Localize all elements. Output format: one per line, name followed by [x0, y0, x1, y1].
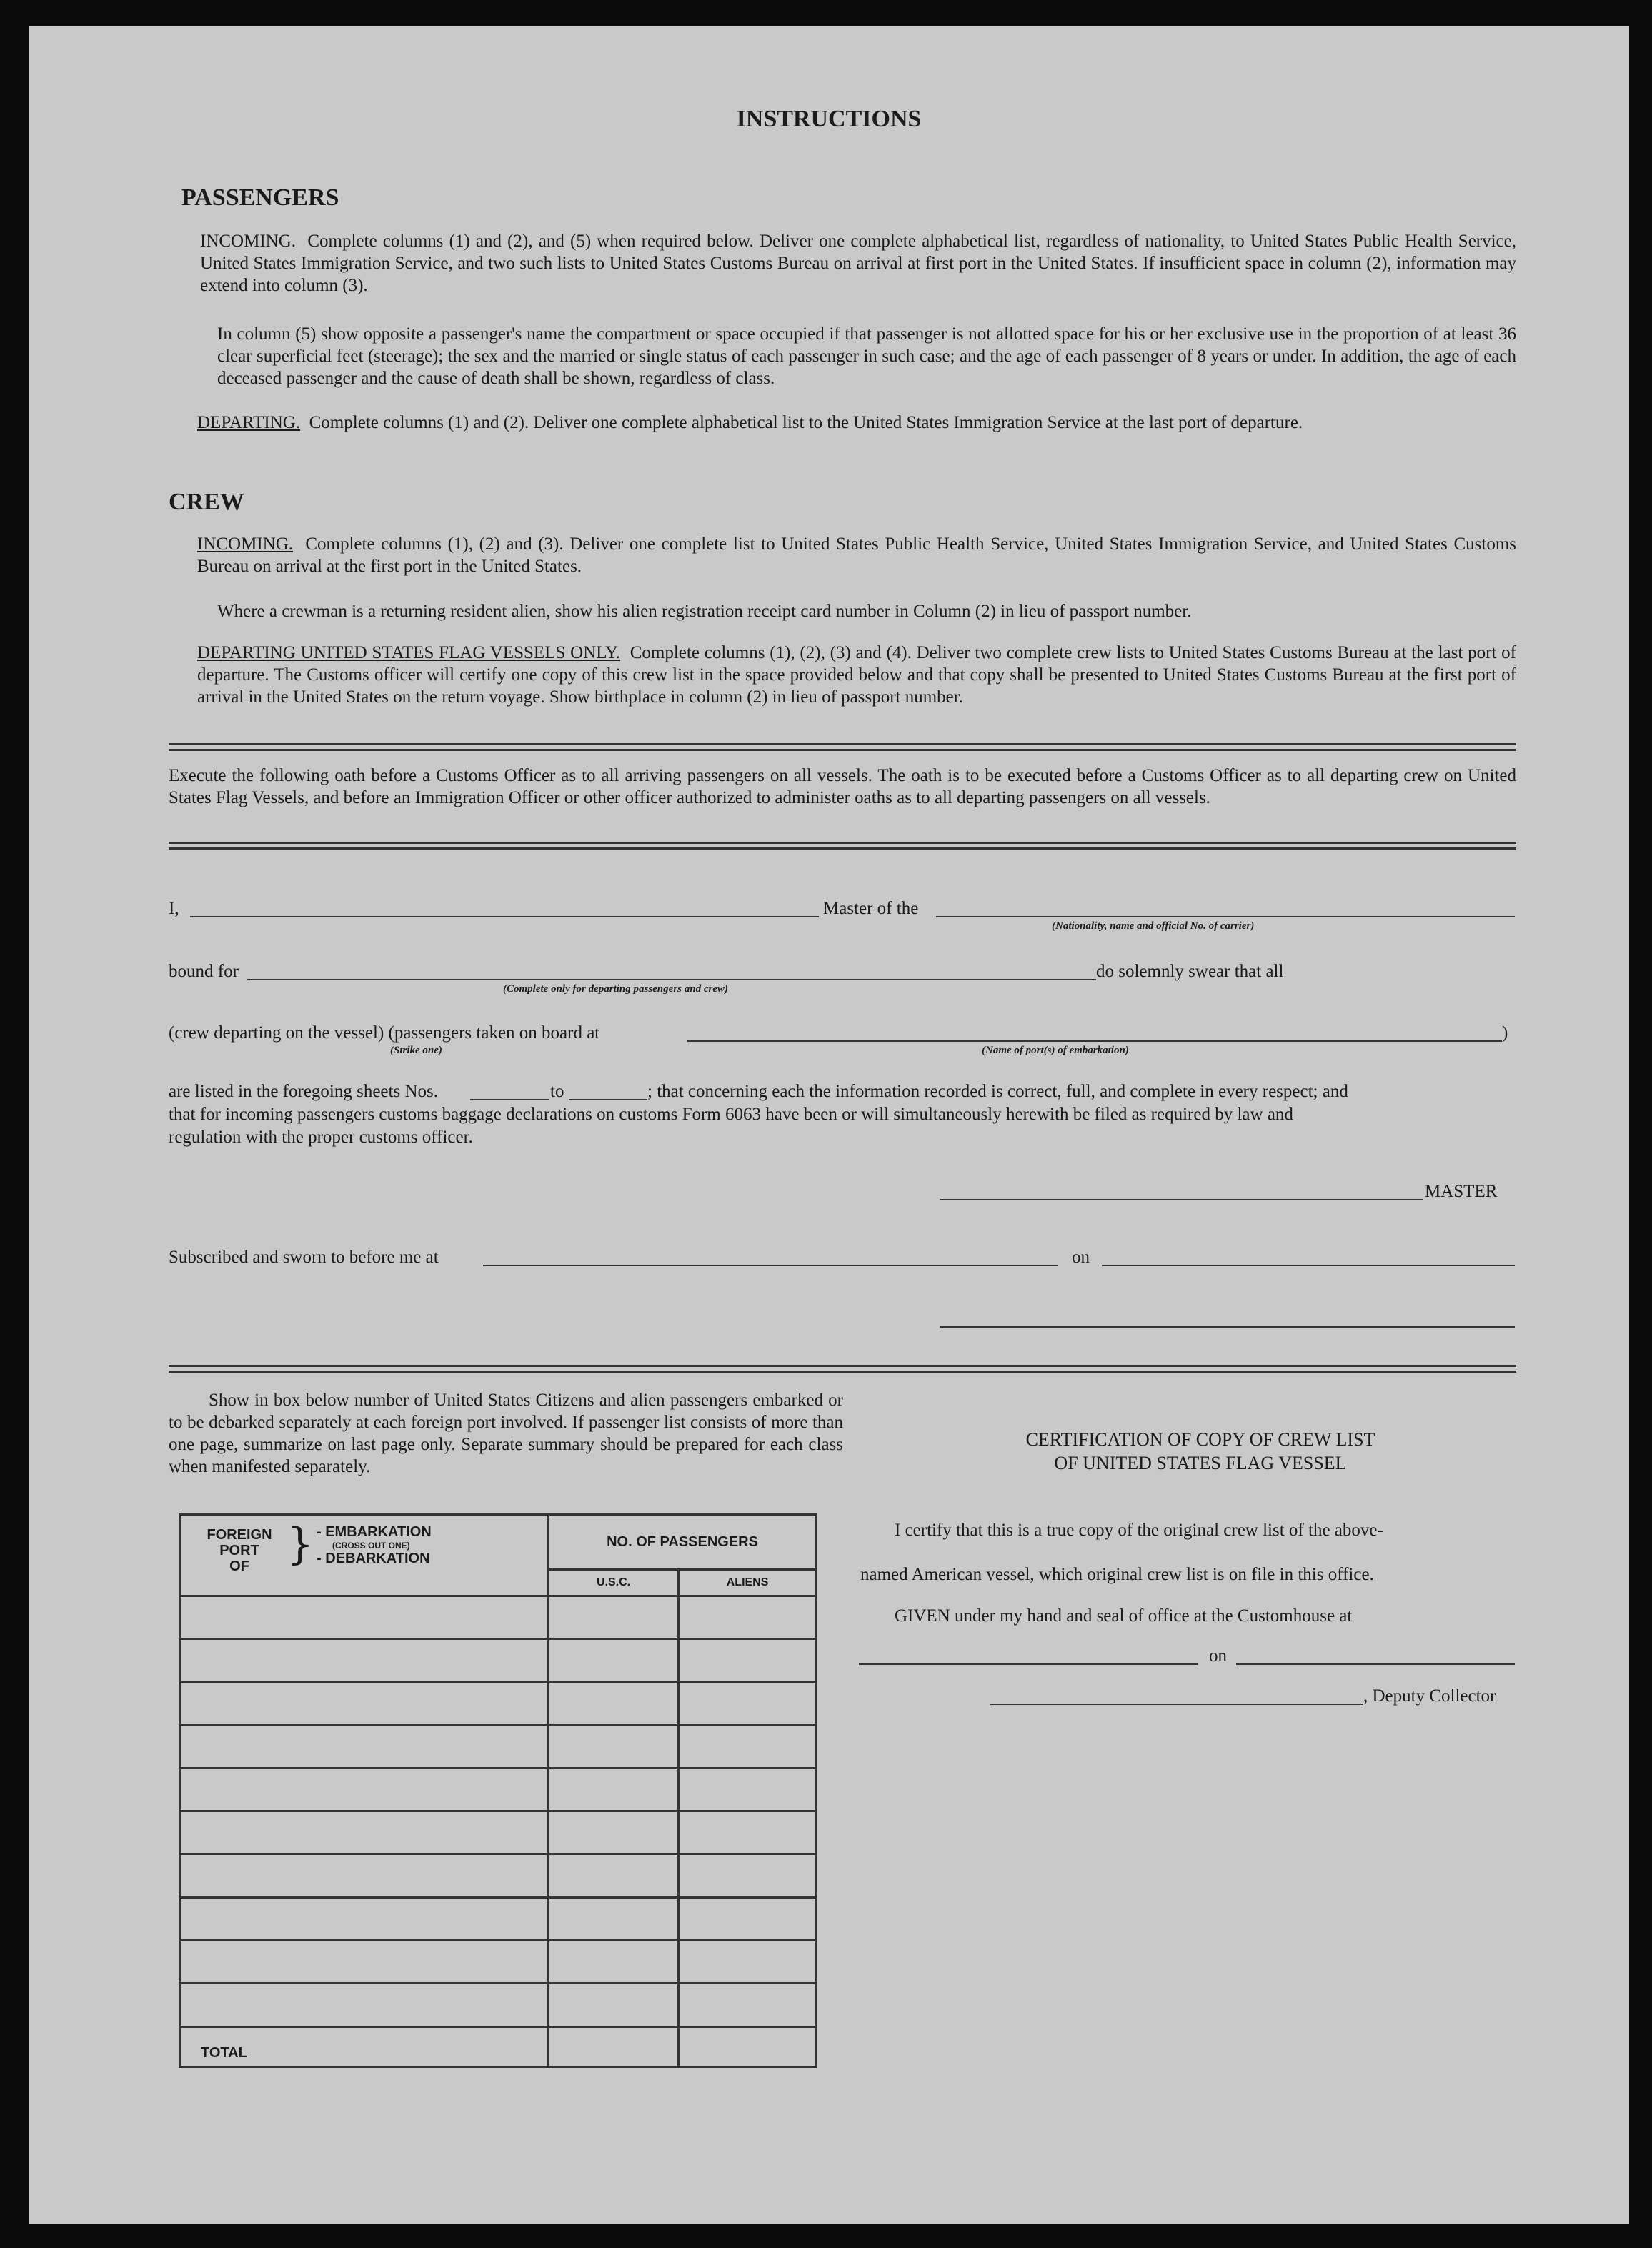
crew-departing-label: DEPARTING UNITED STATES FLAG VESSELS ONLY. — [197, 643, 621, 662]
usc-cell[interactable] — [549, 1638, 679, 1681]
bound-for-label: bound for — [169, 962, 239, 981]
passengers-departing-label: DEPARTING. — [197, 413, 301, 432]
listed-prefix: are listed in the foregoing sheets Nos. — [169, 1082, 438, 1101]
oath-intro-text: Execute the following oath before a Customs Officer as to all arriving passengers on all vessels. The oath is to be executed before a Customs Officer as to all departing crew on United States Flag Vessels, and before an Immigration Officer or other officer authorized to administer oaths as to all departing passengers on all vessels. — [169, 766, 1516, 807]
crew-incoming-text: Complete columns (1), (2) and (3). Deliver one complete list to United States Public Health Service, United States Immigration Service, and United States Customs Bureau on arrival at the first port in the United States. — [197, 534, 1517, 576]
crew-departing-paragraph — [197, 642, 1516, 708]
passengers-column5-text: In column (5) show opposite a passenger's name the compartment or space occupied if that passenger is not allotted space for his or her exclusive use in the proportion of at least 36 clear superficial feet (steerage); the sex and the married or single status of each passenger in such case; and the age of each passenger of 8 years or under. In addition, the age of each deceased passenger and the cause of death shall be shown, regardless of class. — [217, 324, 1516, 388]
passengers-incoming-label: INCOMING. — [200, 232, 297, 251]
cross-out-one-label: (CROSS OUT ONE) — [332, 1541, 410, 1551]
section-divider — [169, 1365, 1516, 1373]
port-cell[interactable] — [180, 1811, 549, 1854]
carrier-field[interactable] — [936, 916, 1515, 917]
listed-line3: regulation with the proper customs officer. — [169, 1128, 473, 1147]
section-divider — [169, 743, 1516, 751]
usc-cell[interactable] — [549, 1940, 679, 1983]
sworn-place-field[interactable] — [483, 1265, 1058, 1266]
passengers-departing-paragraph — [197, 412, 1516, 434]
crew-alien-text: Where a crewman is a returning resident alien, show his alien registration receipt card number in Column (2) in lieu of passport number. — [217, 602, 1192, 621]
bound-for-field[interactable] — [247, 979, 1096, 980]
certification-title — [886, 1428, 1515, 1475]
form-page — [29, 26, 1629, 2224]
crew-incoming-paragraph — [197, 533, 1516, 577]
section-divider — [169, 842, 1516, 850]
foreign-port-of-label: FOREIGN PORT OF — [206, 1527, 272, 1575]
close-paren: ) — [1502, 1023, 1508, 1043]
strike-one-caption: (Strike one) — [390, 1045, 442, 1056]
crew-alien-paragraph — [217, 600, 1516, 622]
usc-header: U.S.C. — [549, 1570, 679, 1596]
aliens-cell[interactable] — [679, 1768, 817, 1811]
summary-text: Show in box below number of United States Citizens and alien passengers embarked or to be debarked separately at each foreign port involved. If passenger list consists of more than one page, summarize on last page only. Separate summary should be prepared for each class when manifested separately. — [169, 1391, 843, 1476]
swear-label: do solemnly swear that all — [1096, 962, 1284, 981]
usc-cell[interactable] — [549, 1682, 679, 1725]
usc-cell[interactable] — [549, 1854, 679, 1897]
usc-cell[interactable] — [549, 1984, 679, 2026]
usc-cell[interactable] — [549, 1811, 679, 1854]
aliens-cell[interactable] — [679, 1682, 817, 1725]
deputy-signature-field[interactable] — [990, 1704, 1363, 1705]
port-cell[interactable] — [180, 1682, 549, 1725]
certify-line2: named American vessel, which original crew list is on file in this office. — [860, 1565, 1374, 1584]
sheets-from-field[interactable] — [470, 1099, 549, 1100]
total-label: TOTAL — [180, 2026, 549, 2067]
ports-caption: (Name of port(s) of embarkation) — [982, 1045, 1129, 1056]
port-cell[interactable] — [180, 1638, 549, 1681]
summary-paragraph — [169, 1389, 843, 1478]
listed-suffix: ; that concerning each the information recorded is correct, full, and complete in every respect; and — [647, 1082, 1348, 1101]
customhouse-field[interactable] — [859, 1663, 1198, 1665]
port-cell[interactable] — [180, 1768, 549, 1811]
aliens-cell[interactable] — [679, 1811, 817, 1854]
brace-glyph: } — [287, 1519, 314, 1570]
port-cell[interactable] — [180, 1940, 549, 1983]
usc-cell[interactable] — [549, 1725, 679, 1768]
crew-departing-text: Complete columns (1), (2), (3) and (4). Deliver two complete crew lists to United States Customs Bureau at the last port of departure. The Customs officer will certify one copy of this crew list in the space provided below and that copy shall be presented to United States Customs Bureau at the first port of arrival in the United States on the return voyage. Show birthplace in column (2) in lieu of passport number. — [197, 643, 1517, 707]
usc-cell[interactable] — [549, 1897, 679, 1940]
passengers-heading: PASSENGERS — [181, 184, 339, 211]
page-title: INSTRUCTIONS — [736, 106, 922, 132]
port-cell[interactable] — [180, 1897, 549, 1940]
no-of-passengers-header: NO. OF PASSENGERS — [549, 1515, 817, 1570]
port-cell[interactable] — [180, 1854, 549, 1897]
crew-incoming-label: INCOMING. — [197, 534, 294, 554]
port-header-cell — [180, 1515, 549, 1596]
oath-intro-paragraph — [169, 765, 1516, 809]
usc-cell[interactable] — [549, 1768, 679, 1811]
debarkation-label: - DEBARKATION — [317, 1551, 430, 1567]
aliens-cell[interactable] — [679, 1596, 817, 1638]
passengers-incoming-text: Complete columns (1) and (2), and (5) when required below. Deliver one complete alphabetical list, regardless of nationality, to United States Public Health Service, United States Immigration Service, and two such lists to United States Customs Bureau on arrival at first port in the United States. If insufficient space in column (2), information may extend into column (3). — [200, 232, 1517, 295]
passengers-departing-text: Complete columns (1) and (2). Deliver one complete alphabetical list to the United States Immigration Service at the last port of departure. — [309, 413, 1303, 432]
aliens-cell[interactable] — [679, 1940, 817, 1983]
port-cell[interactable] — [180, 1725, 549, 1768]
oath-i-label: I, — [169, 899, 179, 918]
certification-title-line1: CERTIFICATION OF COPY OF CREW LIST — [1025, 1429, 1375, 1450]
master-signature-field[interactable] — [940, 1199, 1423, 1200]
listed-line2: that for incoming passengers customs baggage declarations on customs Form 6063 have been or will simultaneously herewith be filed as required by law and — [169, 1105, 1293, 1124]
to-label: to — [550, 1082, 564, 1101]
certify-line1: I certify that this is a true copy of the original crew list of the above- — [895, 1521, 1383, 1540]
crew-departing-label: (crew departing on the vessel) (passengers taken on board at — [169, 1023, 600, 1043]
master-name-field[interactable] — [190, 916, 819, 917]
crew-heading: CREW — [169, 489, 244, 515]
usc-cell[interactable] — [549, 1596, 679, 1638]
deputy-collector-label: , Deputy Collector — [1363, 1686, 1496, 1706]
complete-only-caption: (Complete only for departing passengers and crew) — [503, 983, 728, 995]
on-label: on — [1072, 1248, 1090, 1267]
master-of-the-label: Master of the — [823, 899, 919, 918]
carrier-caption: (Nationality, name and official No. of carrier) — [1052, 920, 1255, 932]
officer-signature-field[interactable] — [940, 1326, 1515, 1328]
aliens-total-cell[interactable] — [679, 2026, 817, 2067]
aliens-cell[interactable] — [679, 1725, 817, 1768]
port-cell[interactable] — [180, 1984, 549, 2026]
passengers-column5-paragraph — [217, 323, 1516, 389]
aliens-cell[interactable] — [679, 1638, 817, 1681]
aliens-cell[interactable] — [679, 1854, 817, 1897]
subscribed-label: Subscribed and sworn to before me at — [169, 1248, 439, 1267]
passenger-summary-table — [179, 1513, 817, 2068]
passengers-incoming-paragraph — [200, 230, 1516, 297]
aliens-header: ALIENS — [679, 1570, 817, 1596]
aliens-cell[interactable] — [679, 1897, 817, 1940]
master-label: MASTER — [1425, 1182, 1498, 1201]
sheets-to-field[interactable] — [569, 1099, 647, 1100]
usc-total-cell[interactable] — [549, 2026, 679, 2067]
cert-on-label: on — [1209, 1646, 1227, 1666]
cert-date-field[interactable] — [1236, 1663, 1515, 1665]
ports-of-embarkation-field[interactable] — [687, 1040, 1502, 1042]
sworn-date-field[interactable] — [1102, 1265, 1515, 1266]
certification-title-line2: OF UNITED STATES FLAG VESSEL — [1054, 1453, 1347, 1473]
given-label: GIVEN under my hand and seal of office at the Customhouse at — [895, 1606, 1353, 1626]
port-cell[interactable] — [180, 1596, 549, 1638]
embarkation-label: - EMBARKATION — [317, 1524, 432, 1541]
aliens-cell[interactable] — [679, 1984, 817, 2026]
